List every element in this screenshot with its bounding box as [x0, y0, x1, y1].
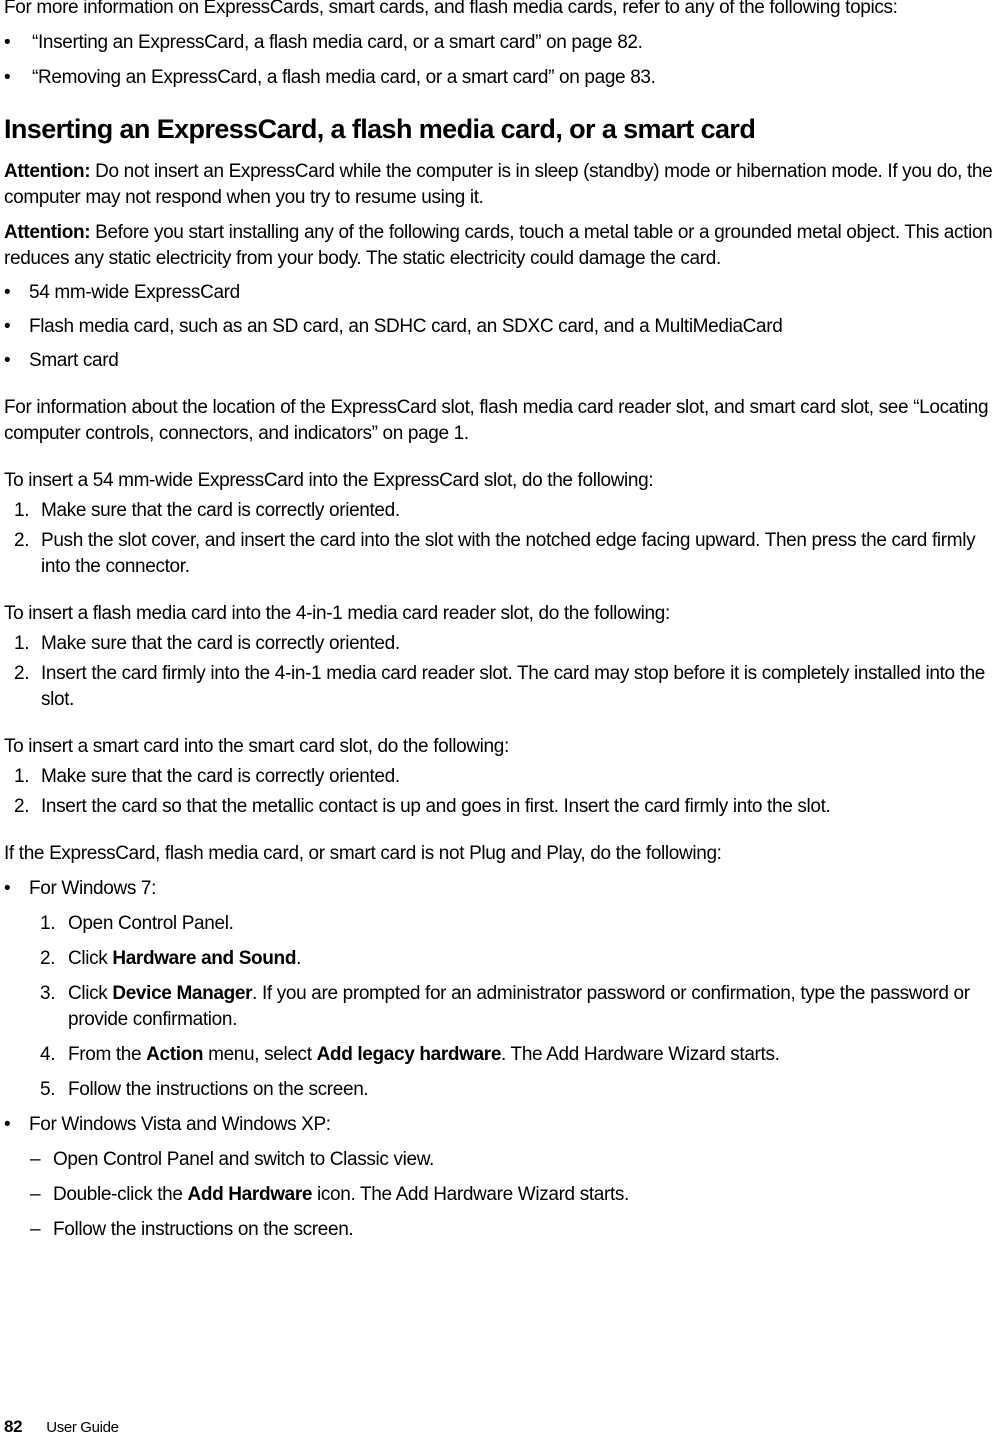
- list-item: [4, 348, 1000, 374]
- smart-intro: To insert a smart card into the smart card slot, do the following:: [4, 736, 509, 757]
- step-text: Insert the card so that the metallic contact is up and goes in first. Insert the card firmly into the slot.: [41, 796, 831, 817]
- topic-link-inserting[interactable]: “Inserting an ExpressCard, a flash media card, or a smart card” on page 82.: [32, 32, 643, 53]
- text-run: . The Add Hardware Wizard starts.: [501, 1044, 780, 1065]
- dash: –: [30, 1184, 41, 1205]
- list-item: [4, 280, 1000, 306]
- list-item: [4, 1182, 1000, 1208]
- step-number: 2.: [14, 530, 30, 551]
- text-run: .: [296, 948, 302, 969]
- step-text: Follow the instructions on the screen.: [53, 1219, 354, 1240]
- step-text: Open Control Panel and switch to Classic view.: [53, 1149, 434, 1170]
- text-run: icon. The Add Hardware Wizard starts.: [312, 1184, 629, 1205]
- step-number: 2.: [14, 663, 30, 684]
- not-pnp-intro: If the ExpressCard, flash media card, or smart card is not Plug and Play, do the following:: [4, 843, 722, 864]
- attention-note-sleep: [4, 159, 1000, 211]
- page-number: 82: [4, 1417, 23, 1436]
- location-info: For information about the location of the ExpressCard slot, flash media card reader slot, and smart card slot, see “Locating computer controls, connectors, and indicators” on page 1.: [4, 397, 989, 444]
- step: [4, 911, 1000, 937]
- bullet: •: [4, 878, 11, 899]
- os-label: For Windows 7:: [29, 878, 157, 899]
- step-number: 1.: [14, 500, 30, 521]
- document-page: [4, 0, 1000, 1243]
- flash-intro: To insert a flash media card into the 4-in-1 media card reader slot, do the following:: [4, 603, 670, 624]
- list-item: [4, 1147, 1000, 1173]
- bullet: •: [4, 350, 11, 371]
- expresscard-intro: To insert a 54 mm-wide ExpressCard into the ExpressCard slot, do the following:: [4, 470, 654, 491]
- card-type: 54 mm-wide ExpressCard: [29, 282, 240, 303]
- step-number: 1.: [14, 633, 30, 654]
- text-run: menu, select: [203, 1044, 317, 1065]
- topic-item: [4, 30, 1000, 56]
- step: [4, 661, 1000, 713]
- list-item: [4, 876, 1000, 902]
- step-number: 4.: [40, 1044, 56, 1065]
- list-item: [4, 314, 1000, 340]
- list-item: [4, 1112, 1000, 1138]
- step: [4, 1042, 1000, 1068]
- attention-label: Attention:: [4, 222, 91, 243]
- card-type: Flash media card, such as an SD card, an SDHC card, an SDXC card, and a MultiMediaCard: [29, 316, 783, 337]
- bullet: •: [4, 282, 11, 303]
- bullet: •: [4, 316, 11, 337]
- step-text: [68, 1044, 780, 1065]
- ui-term: Hardware and Sound: [112, 948, 297, 969]
- ui-term: Add legacy hardware: [316, 1044, 502, 1065]
- topic-item: [4, 65, 1000, 91]
- text-run: Click: [68, 983, 113, 1004]
- step-text: Follow the instructions on the screen.: [68, 1079, 369, 1100]
- page-footer: [4, 1417, 119, 1438]
- attention-label: Attention:: [4, 161, 91, 182]
- step: [4, 946, 1000, 972]
- dash: –: [30, 1219, 41, 1240]
- text-run: Double-click the: [53, 1184, 188, 1205]
- section-heading: Inserting an ExpressCard, a flash media card, or a smart card: [4, 114, 756, 144]
- ui-term: Add Hardware: [187, 1184, 313, 1205]
- text-run: From the: [68, 1044, 147, 1065]
- os-label: For Windows Vista and Windows XP:: [29, 1114, 331, 1135]
- attention-note-static: [4, 220, 1000, 272]
- step: [4, 498, 1000, 524]
- step-text: [53, 1184, 629, 1205]
- intro-text: For more information on ExpressCards, smart cards, and flash media cards, refer to any of the following topics:: [4, 0, 898, 18]
- step-text: Make sure that the card is correctly oriented.: [41, 500, 400, 521]
- step: [4, 528, 1000, 580]
- guide-title: User Guide: [46, 1419, 119, 1436]
- step-number: 3.: [40, 983, 56, 1004]
- bullet: •: [4, 1114, 11, 1135]
- ui-term: Device Manager: [112, 983, 253, 1004]
- step-text: Push the slot cover, and insert the card into the slot with the notched edge facing upward. Then press the card firmly into the connector.: [41, 530, 976, 577]
- step-number: 5.: [40, 1079, 56, 1100]
- step-number: 1.: [40, 913, 56, 934]
- step: [4, 764, 1000, 790]
- card-type: Smart card: [29, 350, 119, 371]
- step-text: Make sure that the card is correctly oriented.: [41, 633, 400, 654]
- list-item: [4, 1217, 1000, 1243]
- text-run: Click: [68, 948, 113, 969]
- step: [4, 794, 1000, 820]
- step: [4, 981, 1000, 1033]
- text-run: . If you are prompted for an administrator password or confirmation, type the password or provide confirmation.: [68, 983, 970, 1030]
- attention-text: Before you start installing any of the following cards, touch a metal table or a grounded metal object. This action reduces any static electricity from your body. The static electricity could damage the card.: [4, 222, 993, 269]
- step-text: [68, 948, 301, 969]
- step-text: [68, 983, 970, 1030]
- bullet: •: [4, 67, 11, 88]
- ui-term: Action: [146, 1044, 204, 1065]
- step-number: 1.: [14, 766, 30, 787]
- step: [4, 631, 1000, 657]
- step: [4, 1077, 1000, 1103]
- step-number: 2.: [40, 948, 56, 969]
- step-text: Open Control Panel.: [68, 913, 234, 934]
- topic-link-removing[interactable]: “Removing an ExpressCard, a flash media card, or a smart card” on page 83.: [32, 67, 656, 88]
- step-text: Make sure that the card is correctly oriented.: [41, 766, 400, 787]
- dash: –: [30, 1149, 41, 1170]
- bullet: •: [4, 32, 11, 53]
- attention-text: Do not insert an ExpressCard while the computer is in sleep (standby) mode or hibernation mode. If you do, the computer may not respond when you try to resume using it.: [4, 161, 993, 208]
- step-text: Insert the card firmly into the 4-in-1 media card reader slot. The card may stop before it is completely installed into the slot.: [41, 663, 986, 710]
- step-number: 2.: [14, 796, 30, 817]
